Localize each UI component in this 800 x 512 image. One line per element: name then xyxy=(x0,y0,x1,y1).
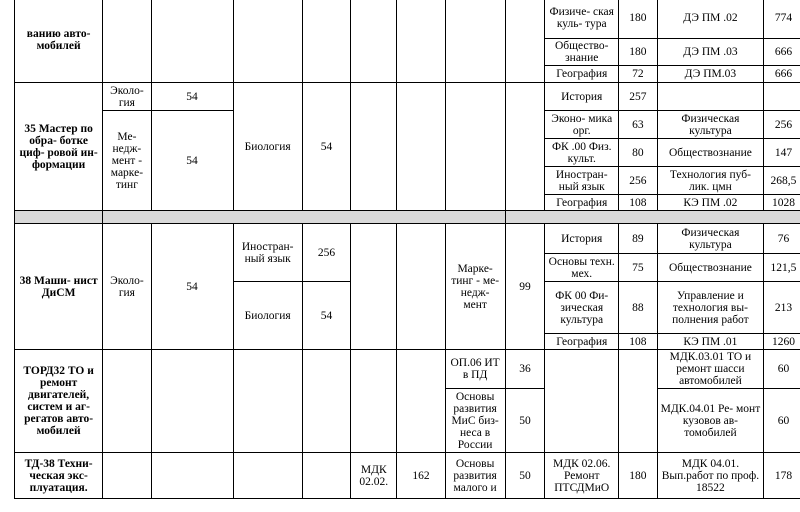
table-row xyxy=(15,83,800,111)
specialty-cell: ТД-38 Техни- ческая экс- плуатация. xyxy=(15,453,103,499)
table-row xyxy=(15,453,800,499)
subject-name: Общество- знание xyxy=(545,39,619,66)
exam-name xyxy=(657,83,763,111)
subject-hours: 54 xyxy=(151,224,233,350)
subject-name: Ме- недж- мент - марке- тинг xyxy=(103,111,151,211)
subject-name: Основы развития малого и xyxy=(445,453,505,499)
table-row xyxy=(15,350,800,389)
subject-hours: 75 xyxy=(619,254,658,282)
exam-value: 774 xyxy=(763,0,800,39)
subject-name: Иностран- ный язык xyxy=(545,167,619,195)
exam-value: 121,5 xyxy=(763,254,800,282)
subject-name: География xyxy=(545,334,619,350)
exam-value: 1028 xyxy=(763,195,800,211)
subject-name: Марке- тинг - ме- недж- мент xyxy=(445,224,505,350)
subject-hours: 256 xyxy=(619,167,658,195)
subject-name: Биология xyxy=(233,83,302,211)
exam-name: МДК.04.01 Ре- монт кузовов ав- томобилей xyxy=(657,389,763,453)
subject-hours: 180 xyxy=(619,0,658,39)
subject-name: МДК 02.06. Ремонт ПТСДМиО xyxy=(545,453,619,499)
subject-hours: 180 xyxy=(619,39,658,66)
exam-value: 1260 xyxy=(763,334,800,350)
subject-hours: 36 xyxy=(505,350,545,389)
subject-hours: 63 xyxy=(619,111,658,139)
subject-hours: 88 xyxy=(619,282,658,334)
separator-row xyxy=(15,211,800,224)
exam-name: МДК.03.01 ТО и ремонт шасси автомобилей xyxy=(657,350,763,389)
subject-name: Эколо- гия xyxy=(103,224,151,350)
exam-name: КЭ ПМ .01 xyxy=(657,334,763,350)
exam-name: ДЭ ПМ .02 xyxy=(657,0,763,39)
subject-hours: 108 xyxy=(619,334,658,350)
subject-hours: 54 xyxy=(302,282,350,350)
exam-name: МДК 04.01. Вып.работ по проф. 18522 xyxy=(657,453,763,499)
exam-name: Физическая культура xyxy=(657,111,763,139)
subject-hours: 108 xyxy=(619,195,658,211)
exam-value: 147 xyxy=(763,139,800,167)
subject-name: Эконо- мика орг. xyxy=(545,111,619,139)
exam-name: ДЭ ПМ.03 xyxy=(657,66,763,83)
exam-value: 666 xyxy=(763,66,800,83)
subject-name: МДК 02.02. xyxy=(351,453,397,499)
subject-name: Иностран- ный язык xyxy=(233,224,302,282)
subject-hours: 54 xyxy=(302,83,350,211)
exam-name: Технология пуб- лик. цмн xyxy=(657,167,763,195)
exam-name: КЭ ПМ .02 xyxy=(657,195,763,211)
specialty-cell: ванию авто- мобилей xyxy=(15,0,103,83)
table-row xyxy=(15,224,800,254)
exam-value: 76 xyxy=(763,224,800,254)
exam-value xyxy=(763,83,800,111)
subject-name: Физиче- ская куль- тура xyxy=(545,0,619,39)
subject-hours: 162 xyxy=(397,453,445,499)
exam-value: 256 xyxy=(763,111,800,139)
table-row xyxy=(15,0,800,39)
subject-name: ФК 00 Фи- зическая культура xyxy=(545,282,619,334)
exam-name: Управление и технология вы- полнения работ xyxy=(657,282,763,334)
exam-name: ДЭ ПМ .03 xyxy=(657,39,763,66)
subject-hours: 50 xyxy=(505,389,545,453)
subject-name: География xyxy=(545,195,619,211)
subject-name: Биология xyxy=(233,282,302,350)
specialty-cell: ТОРД32 ТО и ремонт двигателей, систем и аг- регатов авто- мобилей xyxy=(15,350,103,453)
specialty-cell: 38 Маши- нист ДиСМ xyxy=(15,224,103,350)
specialty-cell: 35 Мастер по обра- ботке циф- ровой ин- формации xyxy=(15,83,103,211)
subject-name: Основы развития МиС биз- неса в России xyxy=(445,389,505,453)
subject-name: История xyxy=(545,224,619,254)
subject-hours: 50 xyxy=(505,453,545,499)
exam-value: 178 xyxy=(763,453,800,499)
exam-name: Обществознание xyxy=(657,254,763,282)
exam-value: 60 xyxy=(763,350,800,389)
subject-hours: 99 xyxy=(505,224,545,350)
subject-name: ОП.06 ИТ в ПД xyxy=(445,350,505,389)
exam-name: Обществознание xyxy=(657,139,763,167)
subject-name: ФК .00 Физ. культ. xyxy=(545,139,619,167)
curriculum-table xyxy=(14,0,800,499)
exam-value: 213 xyxy=(763,282,800,334)
exam-value: 60 xyxy=(763,389,800,453)
subject-hours: 89 xyxy=(619,224,658,254)
subject-hours: 180 xyxy=(619,453,658,499)
subject-hours: 80 xyxy=(619,139,658,167)
exam-value: 666 xyxy=(763,39,800,66)
subject-name: Основы техн. мех. xyxy=(545,254,619,282)
subject-name: География xyxy=(545,66,619,83)
subject-hours: 256 xyxy=(302,224,350,282)
exam-value: 268,5 xyxy=(763,167,800,195)
subject-name: Эколо- гия xyxy=(103,83,151,111)
subject-hours: 72 xyxy=(619,66,658,83)
subject-name: История xyxy=(545,83,619,111)
subject-hours: 54 xyxy=(151,111,233,211)
subject-hours: 257 xyxy=(619,83,658,111)
exam-name: Физическая культура xyxy=(657,224,763,254)
subject-hours: 54 xyxy=(151,83,233,111)
